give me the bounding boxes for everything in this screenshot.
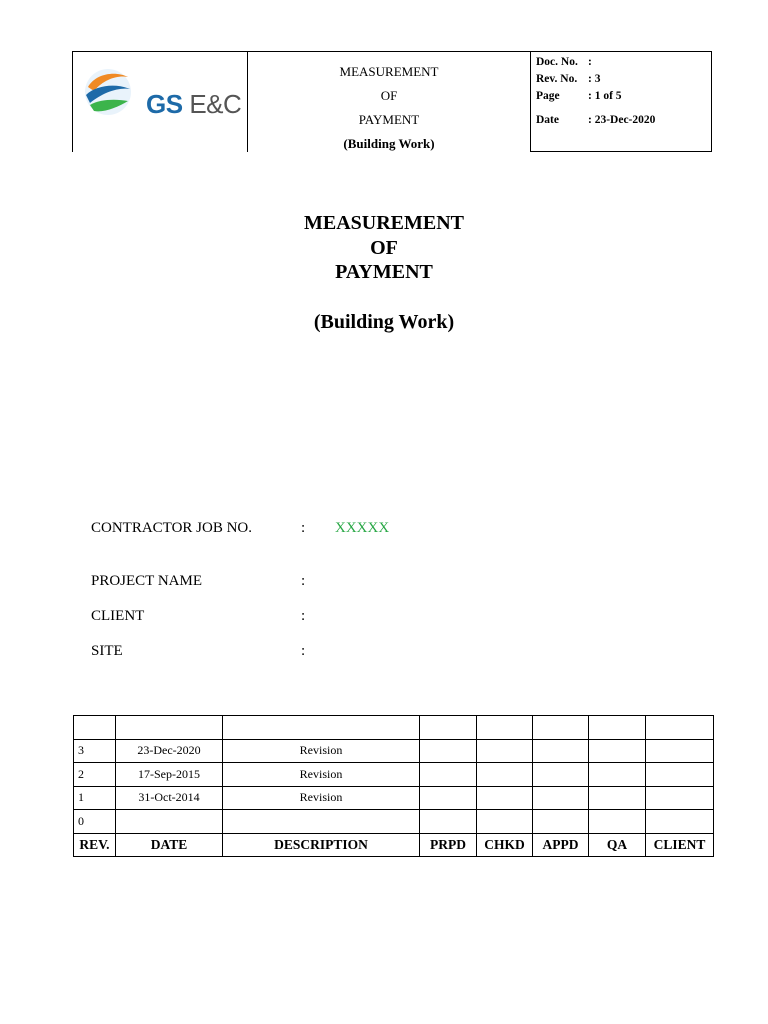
table-row: 0: [74, 810, 714, 834]
table-row: [74, 716, 714, 740]
page-row: Page : 1 of 5: [536, 90, 622, 102]
column-header: CLIENT: [646, 833, 714, 856]
contractor-job-no-value: XXXXX: [335, 520, 390, 536]
logo-wordmark: GS E&C: [146, 89, 242, 119]
header-title-line: (Building Work): [343, 136, 435, 151]
header-title-line: PAYMENT: [358, 112, 420, 127]
main-title-line: OF: [370, 236, 398, 259]
column-header: DESCRIPTION: [223, 833, 420, 856]
gs-logo-swirl-icon: [82, 65, 134, 117]
main-title-line: PAYMENT: [335, 261, 433, 283]
document-info: [536, 56, 655, 131]
header-title-line: OF: [380, 88, 398, 103]
revision-table: [73, 715, 714, 857]
main-title-line: MEASUREMENT: [303, 212, 464, 234]
rev-no-row: Rev. No. : 3: [536, 73, 601, 85]
column-header: REV.: [74, 833, 116, 856]
company-logo: [82, 65, 242, 119]
column-header: DATE: [116, 833, 223, 856]
table-row: 2 17-Sep-2015 Revision: [74, 763, 714, 787]
document-header: [72, 51, 712, 152]
column-header: APPD: [533, 833, 589, 856]
main-subtitle: (Building Work): [313, 310, 455, 333]
date-row: Date : 23-Dec-2020: [536, 114, 656, 126]
header-title-line: MEASUREMENT: [339, 64, 439, 79]
table-header-row: [74, 833, 714, 856]
doc-no-row: Doc. No. :: [536, 56, 592, 68]
column-header: QA: [589, 833, 646, 856]
header-title: [248, 60, 530, 156]
column-header: CHKD: [477, 833, 533, 856]
main-title: [0, 211, 768, 334]
table-row: 1 31-Oct-2014 Revision: [74, 786, 714, 810]
table-row: 3 23-Dec-2020 Revision: [74, 739, 714, 763]
column-header: PRPD: [420, 833, 477, 856]
